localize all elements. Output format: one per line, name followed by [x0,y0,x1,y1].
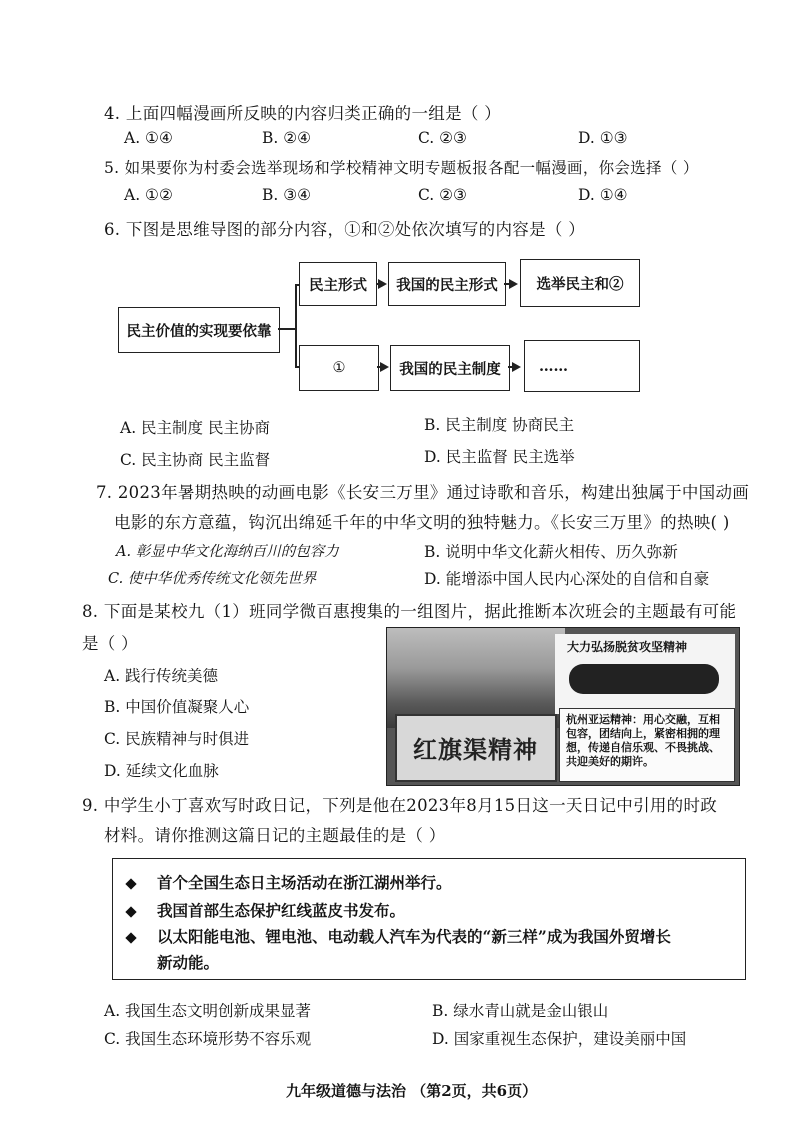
poverty-alleviation-poster [555,634,735,714]
q9-option-d: D. 国家重视生态保护，建设美丽中国 [432,1030,687,1048]
arrow-right-icon [380,362,389,372]
poster-title: 大力弘扬脱贫攻坚精神 [567,640,688,654]
q8-option-c: C. 民族精神与时俱进 [104,730,250,748]
news-item-3 [127,925,671,947]
news-item-3-cont: 新动能。 [157,953,220,972]
mindmap-connector [278,328,296,330]
mindmap-connector [295,284,297,368]
q4-stem: 4. 上面四幅漫画所反映的内容归类正确的一组是（ ） [104,104,502,123]
page-footer: 九年级道德与法治 （第2页，共6页） [286,1082,538,1100]
mindmap-bottom-mid: 我国的民主制度 [390,345,510,391]
news-text: 首个全国生态日主场活动在浙江湖州举行。 [157,873,452,892]
arrow-right-icon [378,279,387,289]
mindmap-bottom-branch: ① [299,345,379,391]
q7-option-b: B. 说明中华文化薪火相传、历久弥新 [424,543,678,561]
q6-stem: 6. 下图是思维导图的部分内容，①和②处依次填写的内容是（ ） [104,220,586,239]
q6-option-d: D. 民主监督 民主选举 [424,448,575,466]
canal-title: 红旗渠精神 [413,735,538,764]
q5-option-d: D. ①④ [578,186,628,204]
poster-graphic [569,664,719,694]
q8-stem-line1: 8. 下面是某校九（1）班同学微百惠搜集的一组图片，据此推断本次班会的主题最有可能 [82,602,737,621]
crowd-photo [387,628,565,728]
q6-option-b: B. 民主制度 协商民主 [424,416,575,434]
q6-option-c: C. 民主协商 民主监督 [120,451,271,469]
q8-option-b: B. 中国价值凝聚人心 [104,698,250,716]
q9-stem-line2: 材料。请你推测这篇日记的主题最佳的是（ ） [104,826,446,845]
q4-option-c: C. ②③ [418,129,467,147]
q9-option-b: B. 绿水青山就是金山银山 [432,1002,609,1020]
q8-photo-collage [386,627,740,786]
diamond-bullet-icon [125,932,136,943]
news-item-2 [127,899,405,921]
q4-option-b: B. ②④ [262,129,312,147]
diamond-bullet-icon [125,906,136,917]
q4-option-d: D. ①③ [578,129,628,147]
mindmap-top-mid: 我国的民主形式 [388,262,506,306]
mindmap-top-branch: 民主形式 [299,262,377,306]
q8-option-d: D. 延续文化血脉 [104,762,219,780]
asian-games-note [559,708,735,782]
q5-stem: 5. 如果要你为村委会选举现场和学校精神文明专题板报各配一幅漫画，你会选择（ ） [104,159,699,177]
mindmap-bottom-end: …… [524,340,640,392]
q8-stem-line2: 是（ ） [82,634,138,653]
q9-news-box [112,858,746,980]
q7-option-c: C. 使中华优秀传统文化领先世界 [108,571,317,587]
q7-option-d: D. 能增添中国人民内心深处的自信和自豪 [424,570,710,588]
diamond-bullet-icon [125,878,136,889]
q6-option-a: A. 民主制度 民主协商 [120,419,270,437]
arrow-right-icon [509,279,518,289]
news-text: 我国首部生态保护红线蓝皮书发布。 [157,901,406,920]
q5-option-c: C. ②③ [418,186,467,204]
news-text: 以太阳能电池、锂电池、电动载人汽车为代表的“新三样”成为我国外贸增长 [157,927,671,946]
q7-stem-line2: 电影的东方意蕴，钩沉出绵延千年的中华文明的独特魅力。《长安三万里》的热映( ) [114,513,730,532]
q4-option-a: A. ①④ [124,129,173,147]
mindmap-root: 民主价值的实现要依靠 [118,307,280,353]
q5-option-a: A. ①② [124,186,173,204]
q9-option-a: A. 我国生态文明创新成果显著 [104,1002,312,1020]
q5-option-b: B. ③④ [262,186,312,204]
arrow-right-icon [512,362,521,372]
q9-option-c: C. 我国生态环境形势不容乐观 [104,1030,312,1048]
q7-stem-line1: 7. 2023年暑期热映的动画电影《长安三万里》通过诗歌和音乐，构建出独属于中国动画 [96,483,750,502]
q8-option-a: A. 践行传统美德 [104,667,219,685]
q9-stem-line1: 9. 中学生小丁喜欢写时政日记，下列是他在2023年8月15日这一天日记中引用的时政 [82,796,718,815]
news-item-1 [127,871,452,893]
note-text: 杭州亚运精神：用心交融，互相包容，团结向上，紧密相拥的理想，传递自信乐观、不畏挑战、共迎美好的期许。 [566,713,720,768]
q7-option-a: A. 彰显中华文化海纳百川的包容力 [116,544,339,560]
red-flag-canal-plaque [395,714,557,782]
mindmap-top-end: 选举民主和② [520,259,640,307]
